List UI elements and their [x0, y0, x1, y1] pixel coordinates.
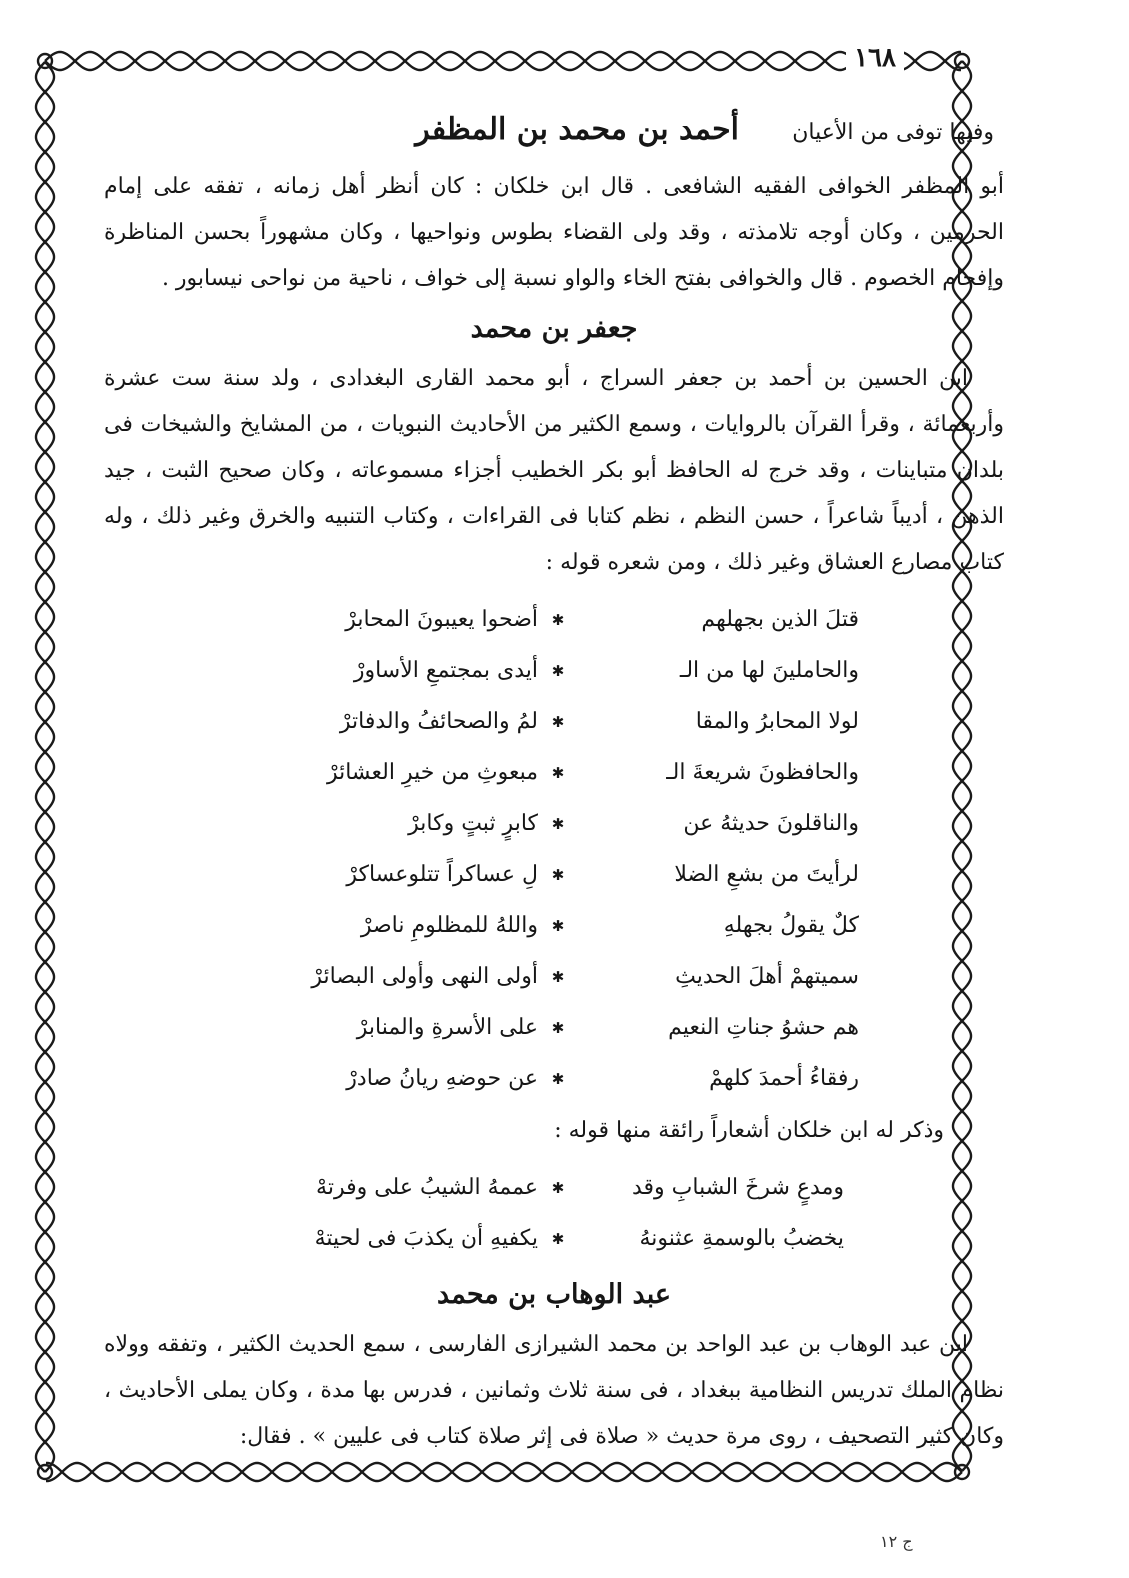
entry-3-paragraph: ابن عبد الوهاب بن عبد الواحد بن محمد الشيرازى الفارسى ، سمع الحديث الكثير ، وتفقه وولاه نظام الملك تدريس النظامية ببغداد ، فى سنة ثلاث وثمانين ، فدرس بها مدة ، وكان يملى الأحاديث ، وكان كثير التصحيف ، روى مرة حديث « صلاة فى إثر صلاة كتاب فى عليين » . فقال: [104, 1332, 1004, 1449]
hemistich-first: ومدعٍ شرخَ الشبابِ وقد [631, 1175, 844, 1200]
entry-2-after-text: وذكر له ابن خلكان أشعاراً رائقة منها قوله : [554, 1118, 944, 1143]
hemistich-first: يخضبُ بالوسمةِ عثنونهُ [639, 1226, 844, 1251]
verse-line [249, 645, 859, 696]
verse-separator-star: ✱ [551, 814, 565, 833]
hemistich-second: عممهُ الشيبُ على وفرتهْ [316, 1175, 538, 1200]
verse-line [249, 747, 859, 798]
hemistich-second: أولى النهى وأولى البصائرْ [311, 964, 538, 989]
verse-separator-star: ✱ [551, 967, 565, 986]
hemistich-first: كلٌ يقولُ بجهلهِ [723, 913, 859, 938]
hemistich-second: لِ عساكراً تتلوعساكرْ [346, 862, 538, 887]
hemistich-first: قتلَ الذين بجهلهم [701, 607, 859, 632]
poem-2 [264, 1162, 844, 1264]
hemistich-first: والحاملينَ لها من الـ [679, 658, 859, 683]
hemistich-first: والحافظونَ شريعةَ الـ [666, 760, 859, 785]
hemistich-first: لولا المحابرُ والمقا [695, 709, 859, 734]
hemistich-second: عن حوضهِ ريانُ صادرْ [346, 1066, 538, 1091]
verse-line [249, 1053, 859, 1104]
entry-2-heading: جعفر بن محمد [470, 313, 638, 344]
hemistich-second: أضحوا يعيبونَ المحابرْ [345, 607, 538, 632]
hemistich-first: لرأيتَ من بشعِ الضلا [674, 862, 859, 887]
hemistich-second: يكفيهِ أن يكذبَ فى لحيتهْ [314, 1226, 538, 1251]
verse-separator-star: ✱ [551, 1229, 565, 1248]
verse-separator-star: ✱ [551, 763, 565, 782]
hemistich-first: رفقاءُ أحمدَ كلهمْ [709, 1066, 859, 1091]
verse-separator-star: ✱ [551, 610, 565, 629]
page-body [104, 108, 1004, 1468]
verse-line [249, 1002, 859, 1053]
verse-line [249, 951, 859, 1002]
verse-separator-star: ✱ [551, 1018, 565, 1037]
hemistich-first: سميتهمْ أهلَ الحديثِ [675, 964, 859, 989]
verse-line [264, 1213, 844, 1264]
hemistich-second: لمُ والصحائفُ والدفاترْ [339, 709, 538, 734]
entry-1-paragraph: أبو المظفر الخوافى الفقيه الشافعى . قال ابن خلكان : كان أنظر أهل زمانه ، تفقه على إمام الحرمين ، وكان أوجه تلامذته ، وقد ولى القضاء بطوس ونواحيها ، وكان مشهوراً بحسن المناظرة وإفحام الخصوم . قال والخوافى بفتح الخاء والواو نسبة إلى خواف ، ناحية من نواحى نيسابور . [104, 174, 1004, 291]
poem-1 [249, 594, 859, 1104]
verse-line [249, 849, 859, 900]
verse-separator-star: ✱ [551, 1178, 565, 1197]
entry-1-intro: وفيها توفى من الأعيان [792, 120, 994, 145]
verse-line [264, 1162, 844, 1213]
hemistich-second: على الأسرةِ والمنابرْ [356, 1015, 538, 1040]
verse-separator-star: ✱ [551, 661, 565, 680]
hemistich-second: مبعوثِ من خيرِ العشائرْ [326, 760, 538, 785]
verse-line [249, 696, 859, 747]
verse-separator-star: ✱ [551, 1069, 565, 1088]
entry-3-heading: عبد الوهاب بن محمد [437, 1279, 671, 1310]
hemistich-first: والناقلونَ حديثهُ عن [683, 811, 859, 836]
verse-separator-star: ✱ [551, 712, 565, 731]
entry-1-heading: أحمد بن محمد بن المظفر [415, 112, 739, 147]
hemistich-first: هم حشوُ جناتِ النعيم [668, 1015, 859, 1040]
entry-2-paragraph: ابن الحسين بن أحمد بن جعفر السراج ، أبو محمد القارى البغدادى ، ولد سنة ست عشرة وأربعمائة ، وقرأ القرآن بالروايات ، وسمع الكثير من الأحاديث النبويات ، من المشايخ والشيخات فى بلدان متباينات ، وقد خرج له الحافظ أبو بكر الخطيب أجزاء مسموعاته ، وكان صحيح الثبت ، جيد الذهن ، أديباً شاعراً ، حسن النظم ، نظم كتابا فى القراءات ، وكتاب التنبيه والخرق وغير ذلك ، وله كتاب مصارع العشاق وغير ذلك ، ومن شعره قوله : [104, 366, 1004, 575]
verse-line [249, 900, 859, 951]
entry-1-heading-line [104, 108, 1004, 164]
hemistich-second: واللهُ للمظلومِ ناصرْ [360, 913, 538, 938]
verse-line [249, 594, 859, 645]
hemistich-second: كابرٍ ثبتٍ وكابرْ [408, 811, 538, 836]
volume-mark: ج ١٢ [880, 1532, 913, 1551]
verse-separator-star: ✱ [551, 916, 565, 935]
hemistich-second: أيدى بمجتمعِ الأساورْ [353, 658, 538, 683]
page-number: ١٦٨ [846, 40, 904, 76]
verse-line [249, 798, 859, 849]
verse-separator-star: ✱ [551, 865, 565, 884]
